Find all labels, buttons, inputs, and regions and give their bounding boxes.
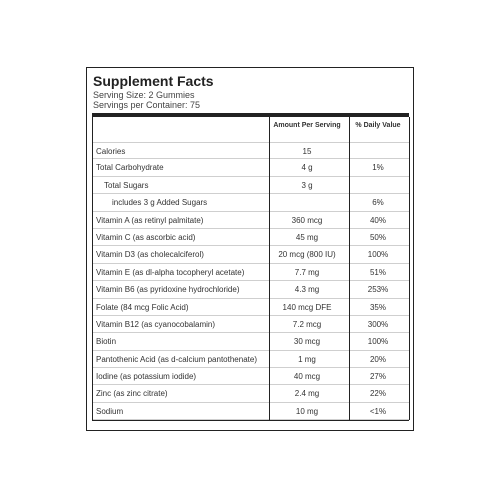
- nutrient-name: Vitamin C (as ascorbic acid): [96, 232, 196, 242]
- table-row: [92, 229, 409, 246]
- daily-value-percent: <1%: [369, 406, 387, 416]
- table-row: [92, 368, 409, 385]
- vline-dv-left: [349, 117, 350, 420]
- amount-per-serving: 2.4 mg: [294, 389, 320, 399]
- amount-per-serving: 15: [302, 147, 312, 156]
- table-row: [92, 299, 409, 316]
- amount-per-serving: 360 mcg: [291, 215, 323, 225]
- daily-value-percent: 1%: [372, 163, 384, 173]
- nutrient-name: Vitamin B12 (as cyanocobalamin): [96, 319, 216, 329]
- amount-per-serving: 4.3 mg: [294, 285, 320, 295]
- amount-per-serving: 3 g: [301, 180, 313, 190]
- column-header-amount: Amount Per Serving: [273, 122, 341, 129]
- daily-value-percent: 40%: [369, 215, 386, 225]
- panel-title: Supplement Facts: [93, 73, 214, 89]
- nutrient-name: includes 3 g Added Sugars: [112, 198, 208, 208]
- supplement-facts-panel: [86, 67, 414, 431]
- nutrient-name: Zinc (as zinc citrate): [96, 389, 168, 399]
- vline-right: [409, 117, 410, 420]
- column-header-daily-value: % Daily Value: [355, 122, 401, 129]
- amount-per-serving: 1 mg: [298, 354, 316, 364]
- daily-value-percent: 50%: [369, 232, 386, 242]
- amount-per-serving: 45 mg: [295, 232, 319, 242]
- table-row: [92, 351, 409, 368]
- nutrient-name: Vitamin B6 (as pyridoxine hydrochloride): [96, 285, 240, 295]
- table-row: [92, 333, 409, 350]
- table-row: [92, 385, 409, 402]
- amount-per-serving: 7.2 mcg: [292, 319, 322, 329]
- vline-amount-left: [269, 117, 270, 420]
- amount-per-serving: 140 mcg DFE: [282, 302, 332, 312]
- nutrient-name: Pantothenic Acid (as d-calcium pantothenate): [96, 354, 257, 364]
- daily-value-percent: 100%: [367, 337, 389, 347]
- table-row: [92, 142, 409, 159]
- daily-value-percent: 51%: [369, 267, 386, 277]
- table-row: [92, 264, 409, 281]
- daily-value-percent: 20%: [369, 354, 386, 364]
- nutrient-name: Biotin: [96, 337, 117, 347]
- amount-per-serving: 20 mcg (800 IU): [278, 250, 336, 260]
- nutrient-name: Folate (84 mcg Folic Acid): [96, 302, 189, 312]
- table-row: [92, 194, 409, 211]
- facts-table: [92, 142, 409, 420]
- daily-value-percent: 253%: [367, 285, 389, 295]
- nutrient-name: Total Carbohydrate: [96, 163, 164, 173]
- table-row: [92, 281, 409, 298]
- nutrient-name: Total Sugars: [104, 180, 149, 190]
- table-row: [92, 246, 409, 263]
- table-row: [92, 159, 409, 176]
- daily-value-percent: 300%: [367, 319, 389, 329]
- bottom-divider: [92, 420, 409, 421]
- vline-left: [92, 117, 93, 420]
- daily-value-percent: 100%: [367, 250, 389, 260]
- amount-per-serving: 40 mcg: [293, 372, 321, 382]
- amount-per-serving: 4 g: [301, 163, 313, 173]
- amount-per-serving: 7.7 mg: [294, 267, 320, 277]
- amount-per-serving: 30 mcg: [293, 337, 321, 347]
- nutrient-name: Vitamin D3 (as cholecalciferol): [96, 250, 204, 260]
- nutrient-name: Iodine (as potassium iodide): [96, 372, 197, 382]
- table-row: [92, 403, 409, 420]
- nutrient-name: Vitamin E (as dl-alpha tocopheryl acetate): [96, 267, 245, 277]
- table-row: [92, 177, 409, 194]
- table-row: [92, 212, 409, 229]
- serving-size: Serving Size: 2 Gummies: [93, 90, 195, 100]
- nutrient-name: Sodium: [96, 406, 124, 416]
- nutrient-name: Calories: [96, 147, 126, 156]
- daily-value-percent: 6%: [372, 198, 384, 208]
- daily-value-percent: 22%: [369, 389, 386, 399]
- servings-per-container: Servings per Container: 75: [93, 100, 201, 110]
- table-row: [92, 316, 409, 333]
- daily-value-percent: 27%: [369, 372, 386, 382]
- thick-divider: [92, 113, 409, 117]
- amount-per-serving: 10 mg: [295, 406, 319, 416]
- nutrient-name: Vitamin A (as retinyl palmitate): [96, 215, 204, 225]
- daily-value-percent: 35%: [369, 302, 386, 312]
